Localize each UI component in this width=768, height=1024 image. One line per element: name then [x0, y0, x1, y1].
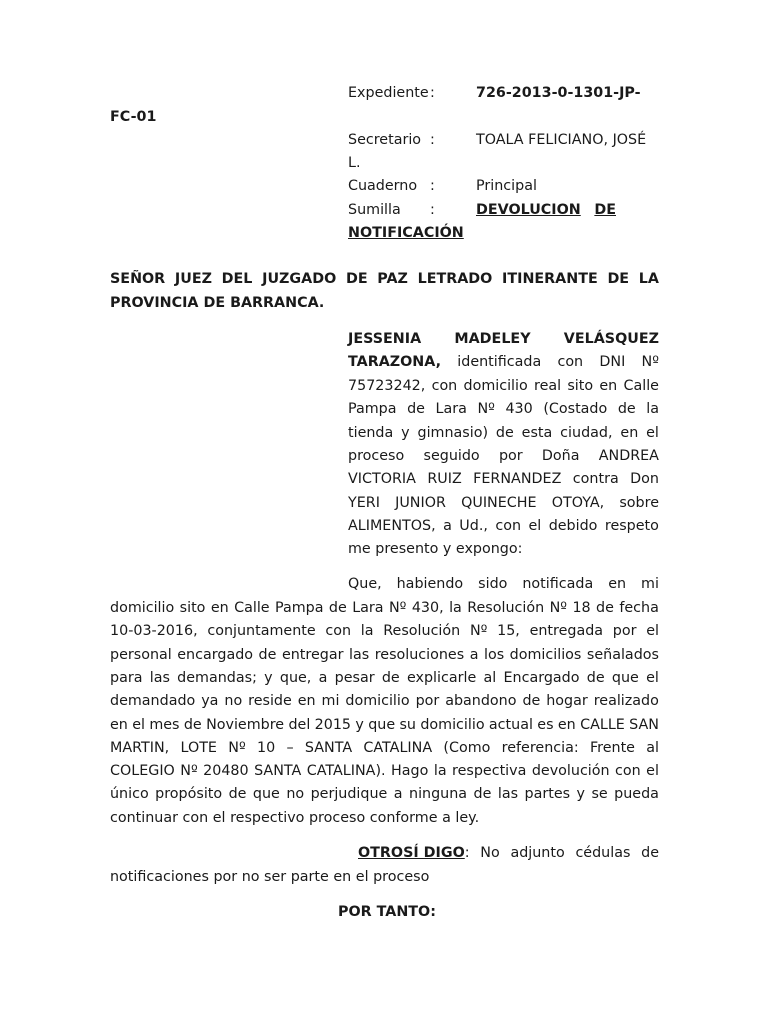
body-word: CALLE	[580, 716, 625, 733]
intro-word: Lara	[435, 401, 467, 418]
intro-word: de	[617, 401, 636, 418]
intro-line-2-rest-word: Nº	[641, 354, 659, 370]
addressee-line-1-word: ITINERANTE	[502, 271, 598, 287]
intro-name-line-word: VELÁSQUEZ	[563, 331, 659, 347]
body-word: Nº	[469, 623, 488, 640]
body-word: de	[228, 786, 247, 803]
body-line	[110, 620, 659, 643]
body-word: de	[258, 646, 277, 663]
body-word: domicilios	[509, 646, 582, 663]
body-word: el	[132, 716, 145, 733]
body-word: encargado	[177, 646, 254, 663]
addressee-line-2: PROVINCIA DE BARRANCA.	[110, 295, 325, 311]
body-word: perjudique	[310, 786, 388, 803]
body-word: pueda	[614, 786, 659, 803]
body-word: los	[483, 646, 505, 663]
addressee-line-1-word: JUZGADO	[262, 271, 337, 287]
body-word: mes	[149, 716, 180, 733]
intro-word: 430	[505, 401, 533, 418]
intro-word: Doña	[541, 447, 580, 464]
body-first-line-word: notificada	[522, 576, 594, 592]
body-word: Calle	[234, 600, 270, 616]
body-word: –	[286, 739, 294, 756]
body-word: de	[586, 669, 605, 686]
body-word: de	[596, 600, 614, 616]
body-word: conjuntamente	[207, 623, 316, 640]
body-word: de	[183, 716, 202, 733]
intro-name-line-word: JESSENIA	[348, 331, 422, 347]
intro-word: gimnasio)	[417, 424, 489, 441]
body-word: al	[646, 739, 659, 756]
body-first-line-word: en	[608, 576, 627, 592]
intro-word: seguido	[423, 447, 480, 464]
body-word: entregar	[281, 646, 344, 663]
body-word: la	[360, 623, 374, 640]
body-word: por	[612, 623, 637, 640]
body-word: al	[483, 669, 497, 686]
addressee-line-1-word: LA	[638, 271, 659, 287]
body-word: LOTE	[180, 739, 217, 756]
body-word: Frente	[589, 739, 635, 756]
intro-word: la	[646, 401, 659, 418]
expediente-colon: :	[430, 85, 435, 101]
intro-word: respeto	[604, 517, 659, 534]
body-word: en	[210, 600, 229, 616]
sumilla-value-cont: NOTIFICACIÓN	[348, 225, 464, 241]
intro-word: tienda	[348, 424, 394, 441]
intro-word: con	[431, 378, 458, 394]
body-word: resoluciones	[374, 646, 465, 663]
intro-word: y	[401, 424, 410, 441]
body-word: SANTA	[254, 763, 302, 780]
body-word: Pampa	[275, 600, 324, 616]
sumilla-colon: :	[430, 202, 435, 218]
body-line	[110, 737, 659, 760]
intro-word: proceso	[348, 447, 405, 464]
body-word: fecha	[619, 600, 659, 616]
intro-word: sobre	[619, 494, 659, 511]
intro-word: Nº	[477, 401, 495, 418]
secretario-value: TOALA FELICIANO, JOSÉ	[476, 132, 647, 148]
addressee-line-1-word: JUEZ	[174, 271, 212, 287]
body-word: de	[381, 669, 400, 686]
body-word: devolución	[531, 763, 610, 780]
intro-word: ciudad,	[560, 424, 613, 441]
intro-word: OTOYA,	[551, 494, 605, 511]
body-word: y	[264, 669, 273, 686]
intro-word: Ud.,	[459, 517, 488, 534]
body-word: por	[415, 693, 440, 710]
body-word: Resolución	[467, 600, 545, 616]
body-line	[110, 667, 659, 690]
closing-por-tanto: POR TANTO:	[338, 904, 436, 920]
intro-word: Calle	[623, 378, 659, 394]
intro-word: RUIZ	[427, 471, 462, 488]
addressee-line-1-word: SEÑOR	[110, 271, 166, 287]
body-word: MARTIN,	[110, 739, 170, 756]
body-word: es	[537, 716, 554, 733]
body-word: 18	[572, 600, 591, 616]
body-word: se	[591, 786, 608, 803]
intro-word: debido	[548, 517, 598, 534]
intro-line	[348, 468, 659, 491]
intro-word: de	[495, 424, 514, 441]
intro-word: el	[646, 424, 659, 441]
body-word: 10-03-2016,	[110, 623, 198, 640]
body-word: a	[393, 786, 403, 803]
body-word: de	[328, 600, 347, 616]
body-word: abandono	[445, 693, 517, 710]
body-word: personal	[110, 646, 172, 663]
body-line	[110, 714, 659, 737]
cuaderno-label: Cuaderno	[348, 178, 418, 194]
otrosi-colon: :	[464, 845, 470, 861]
intro-name-line-word: MADELEY	[454, 331, 531, 347]
sumilla-value-word: DEVOLUCION	[476, 202, 581, 218]
intro-word: en	[620, 424, 639, 441]
intro-line-2	[348, 351, 659, 374]
body-word: en	[297, 693, 316, 710]
body-word: COLEGIO	[110, 763, 175, 780]
body-word: que,	[279, 669, 312, 686]
secretario-value-cont: L.	[348, 155, 361, 171]
body-word: CATALINA	[363, 739, 433, 756]
secretario-colon: :	[430, 132, 435, 148]
body-word: no	[286, 786, 305, 803]
expediente-label: Expediente	[348, 85, 429, 101]
body-word: SAN	[629, 716, 659, 733]
body-word: las	[149, 669, 170, 686]
otrosi-line-1	[358, 842, 659, 865]
intro-word: esta	[521, 424, 553, 441]
body-word: Nº	[549, 600, 568, 616]
body-word: respectiva	[452, 763, 527, 780]
body-word: Hago	[391, 763, 429, 780]
body-word: en	[110, 716, 128, 733]
intro-word: QUINECHE	[461, 494, 537, 511]
expediente-value-cont: FC-01	[110, 109, 157, 125]
intro-word: contra	[572, 471, 619, 488]
body-word: el	[646, 623, 659, 640]
body-word: y	[576, 786, 585, 803]
intro-word: ANDREA	[598, 447, 659, 464]
body-word: 10	[256, 739, 276, 756]
body-word: sito	[179, 600, 206, 616]
sumilla-value-word: DE	[594, 202, 616, 218]
body-word: de	[473, 786, 492, 803]
body-word: 430,	[411, 600, 444, 616]
body-first-line-word: mi	[641, 576, 659, 592]
intro-line	[348, 515, 659, 538]
intro-word: ALIMENTOS,	[348, 517, 436, 534]
body-word: Lara	[352, 600, 384, 616]
body-word: y	[355, 716, 364, 733]
body-word: el	[646, 763, 659, 780]
body-word: domicilio	[110, 600, 175, 616]
intro-line	[348, 422, 659, 445]
body-word: actual	[488, 716, 533, 733]
expediente-value: 726-2013-0-1301-JP-	[476, 85, 641, 101]
intro-word: real	[534, 378, 562, 394]
body-word: domicilio	[420, 716, 485, 733]
otrosi-rest-word: cédulas	[575, 845, 631, 861]
body-first-line-word: habiendo	[396, 576, 464, 592]
intro-line	[348, 398, 659, 421]
body-word: 20480	[203, 763, 249, 780]
body-word: partes	[524, 786, 571, 803]
body-line	[110, 760, 659, 783]
intro-word: sito	[567, 378, 594, 394]
body-word: propósito	[155, 786, 223, 803]
body-word: mi	[321, 693, 340, 710]
intro-line-2-rest-word: con	[557, 354, 584, 370]
body-word: del	[288, 716, 311, 733]
body-word: la	[433, 763, 447, 780]
intro-line-2-rest-word: DNI	[599, 354, 626, 370]
otrosi-label: OTROSÍ DIGO	[358, 845, 465, 861]
intro-word: domicilio	[463, 378, 528, 394]
body-word: ya	[201, 693, 219, 710]
body-word: con	[615, 763, 641, 780]
intro-word: de	[407, 401, 425, 418]
body-word: Resolución	[383, 623, 461, 640]
intro-word: FERNANDEZ	[473, 471, 562, 488]
body-word: Nº	[388, 600, 407, 616]
secretario-label: Secretario	[348, 132, 422, 148]
otrosi-rest-word: adjunto	[510, 845, 565, 861]
body-word: 2015	[314, 716, 352, 733]
body-word: que	[611, 669, 639, 686]
body-line	[110, 597, 659, 620]
body-word: Nº	[180, 763, 198, 780]
body-word: único	[110, 786, 149, 803]
body-word: la	[449, 600, 462, 616]
body-word: a	[469, 646, 479, 663]
intro-word: YERI	[348, 494, 380, 511]
body-word: (Como	[443, 739, 491, 756]
intro-word: (Costado	[543, 401, 608, 418]
intro-line-2-rest-word: identificada	[457, 354, 542, 370]
body-word: que	[368, 716, 396, 733]
intro-word: JUNIOR	[395, 494, 446, 511]
body-word: a	[318, 669, 328, 686]
sumilla-label: Sumilla	[348, 202, 401, 218]
body-word: su	[399, 716, 416, 733]
body-word: Encargado	[503, 669, 580, 686]
addressee-line-1-word: DE	[345, 271, 368, 287]
addressee-line-1-word: PAZ	[377, 271, 408, 287]
body-word: realizado	[593, 693, 659, 710]
intro-word: con	[495, 517, 522, 534]
body-first-line-word: sido	[478, 576, 508, 592]
intro-word: Don	[630, 471, 659, 488]
intro-line	[348, 492, 659, 515]
body-word: ninguna	[409, 786, 468, 803]
cuaderno-value: Principal	[476, 178, 537, 194]
intro-line	[348, 375, 659, 398]
body-word: no	[224, 693, 243, 710]
intro-word: el	[528, 517, 542, 534]
body-word: Noviembre	[206, 716, 285, 733]
intro-word: VICTORIA	[348, 471, 416, 488]
body-line	[110, 644, 659, 667]
body-word: de	[522, 693, 541, 710]
intro-word: por	[498, 447, 523, 464]
body-word: Nº	[228, 739, 246, 756]
intro-last-line: me presento y expongo:	[348, 541, 523, 557]
intro-word: a	[443, 517, 452, 534]
otrosi-rest-word: No	[480, 845, 500, 861]
body-word: reside	[248, 693, 292, 710]
body-word: las	[497, 786, 519, 803]
body-word: CATALINA).	[306, 763, 386, 780]
body-word: demandas;	[177, 669, 257, 686]
body-line	[110, 690, 659, 713]
body-word: el	[646, 669, 659, 686]
body-line	[110, 783, 659, 806]
addressee-line-1-word: LETRADO	[417, 271, 493, 287]
body-word: que	[252, 786, 280, 803]
body-word: señalados	[586, 646, 659, 663]
intro-word: 75723242,	[348, 378, 426, 394]
body-word: demandado	[110, 693, 196, 710]
intro-name-bold: TARAZONA,	[348, 354, 442, 370]
body-word: en	[557, 716, 576, 733]
body-word: hogar	[546, 693, 588, 710]
body-word: SANTA	[304, 739, 353, 756]
body-last-line: continuar con el respectivo proceso conforme a ley.	[110, 810, 480, 826]
body-word: con	[325, 623, 352, 640]
intro-word: en	[599, 378, 618, 394]
body-word: domicilio	[345, 693, 410, 710]
addressee-line-1-word: DEL	[221, 271, 253, 287]
body-word: las	[349, 646, 370, 663]
body-word: 15,	[497, 623, 520, 640]
body-word: para	[110, 669, 143, 686]
body-word: entregada	[529, 623, 604, 640]
cuaderno-colon: :	[430, 178, 435, 194]
intro-line	[348, 445, 659, 468]
body-word: pesar	[334, 669, 375, 686]
body-word: explicarle	[406, 669, 477, 686]
otrosi-rest-word: de	[641, 845, 659, 861]
intro-name-line	[348, 328, 659, 351]
otrosi-line-2: notificaciones por no ser parte en el proceso	[110, 869, 430, 885]
body-first-line	[348, 573, 659, 596]
body-word: referencia:	[501, 739, 579, 756]
sumilla-value	[476, 199, 616, 222]
intro-word: Pampa	[348, 401, 397, 418]
addressee-line-1	[110, 268, 659, 291]
body-first-line-word: Que,	[348, 576, 382, 592]
addressee-line-1-word: DE	[607, 271, 630, 287]
